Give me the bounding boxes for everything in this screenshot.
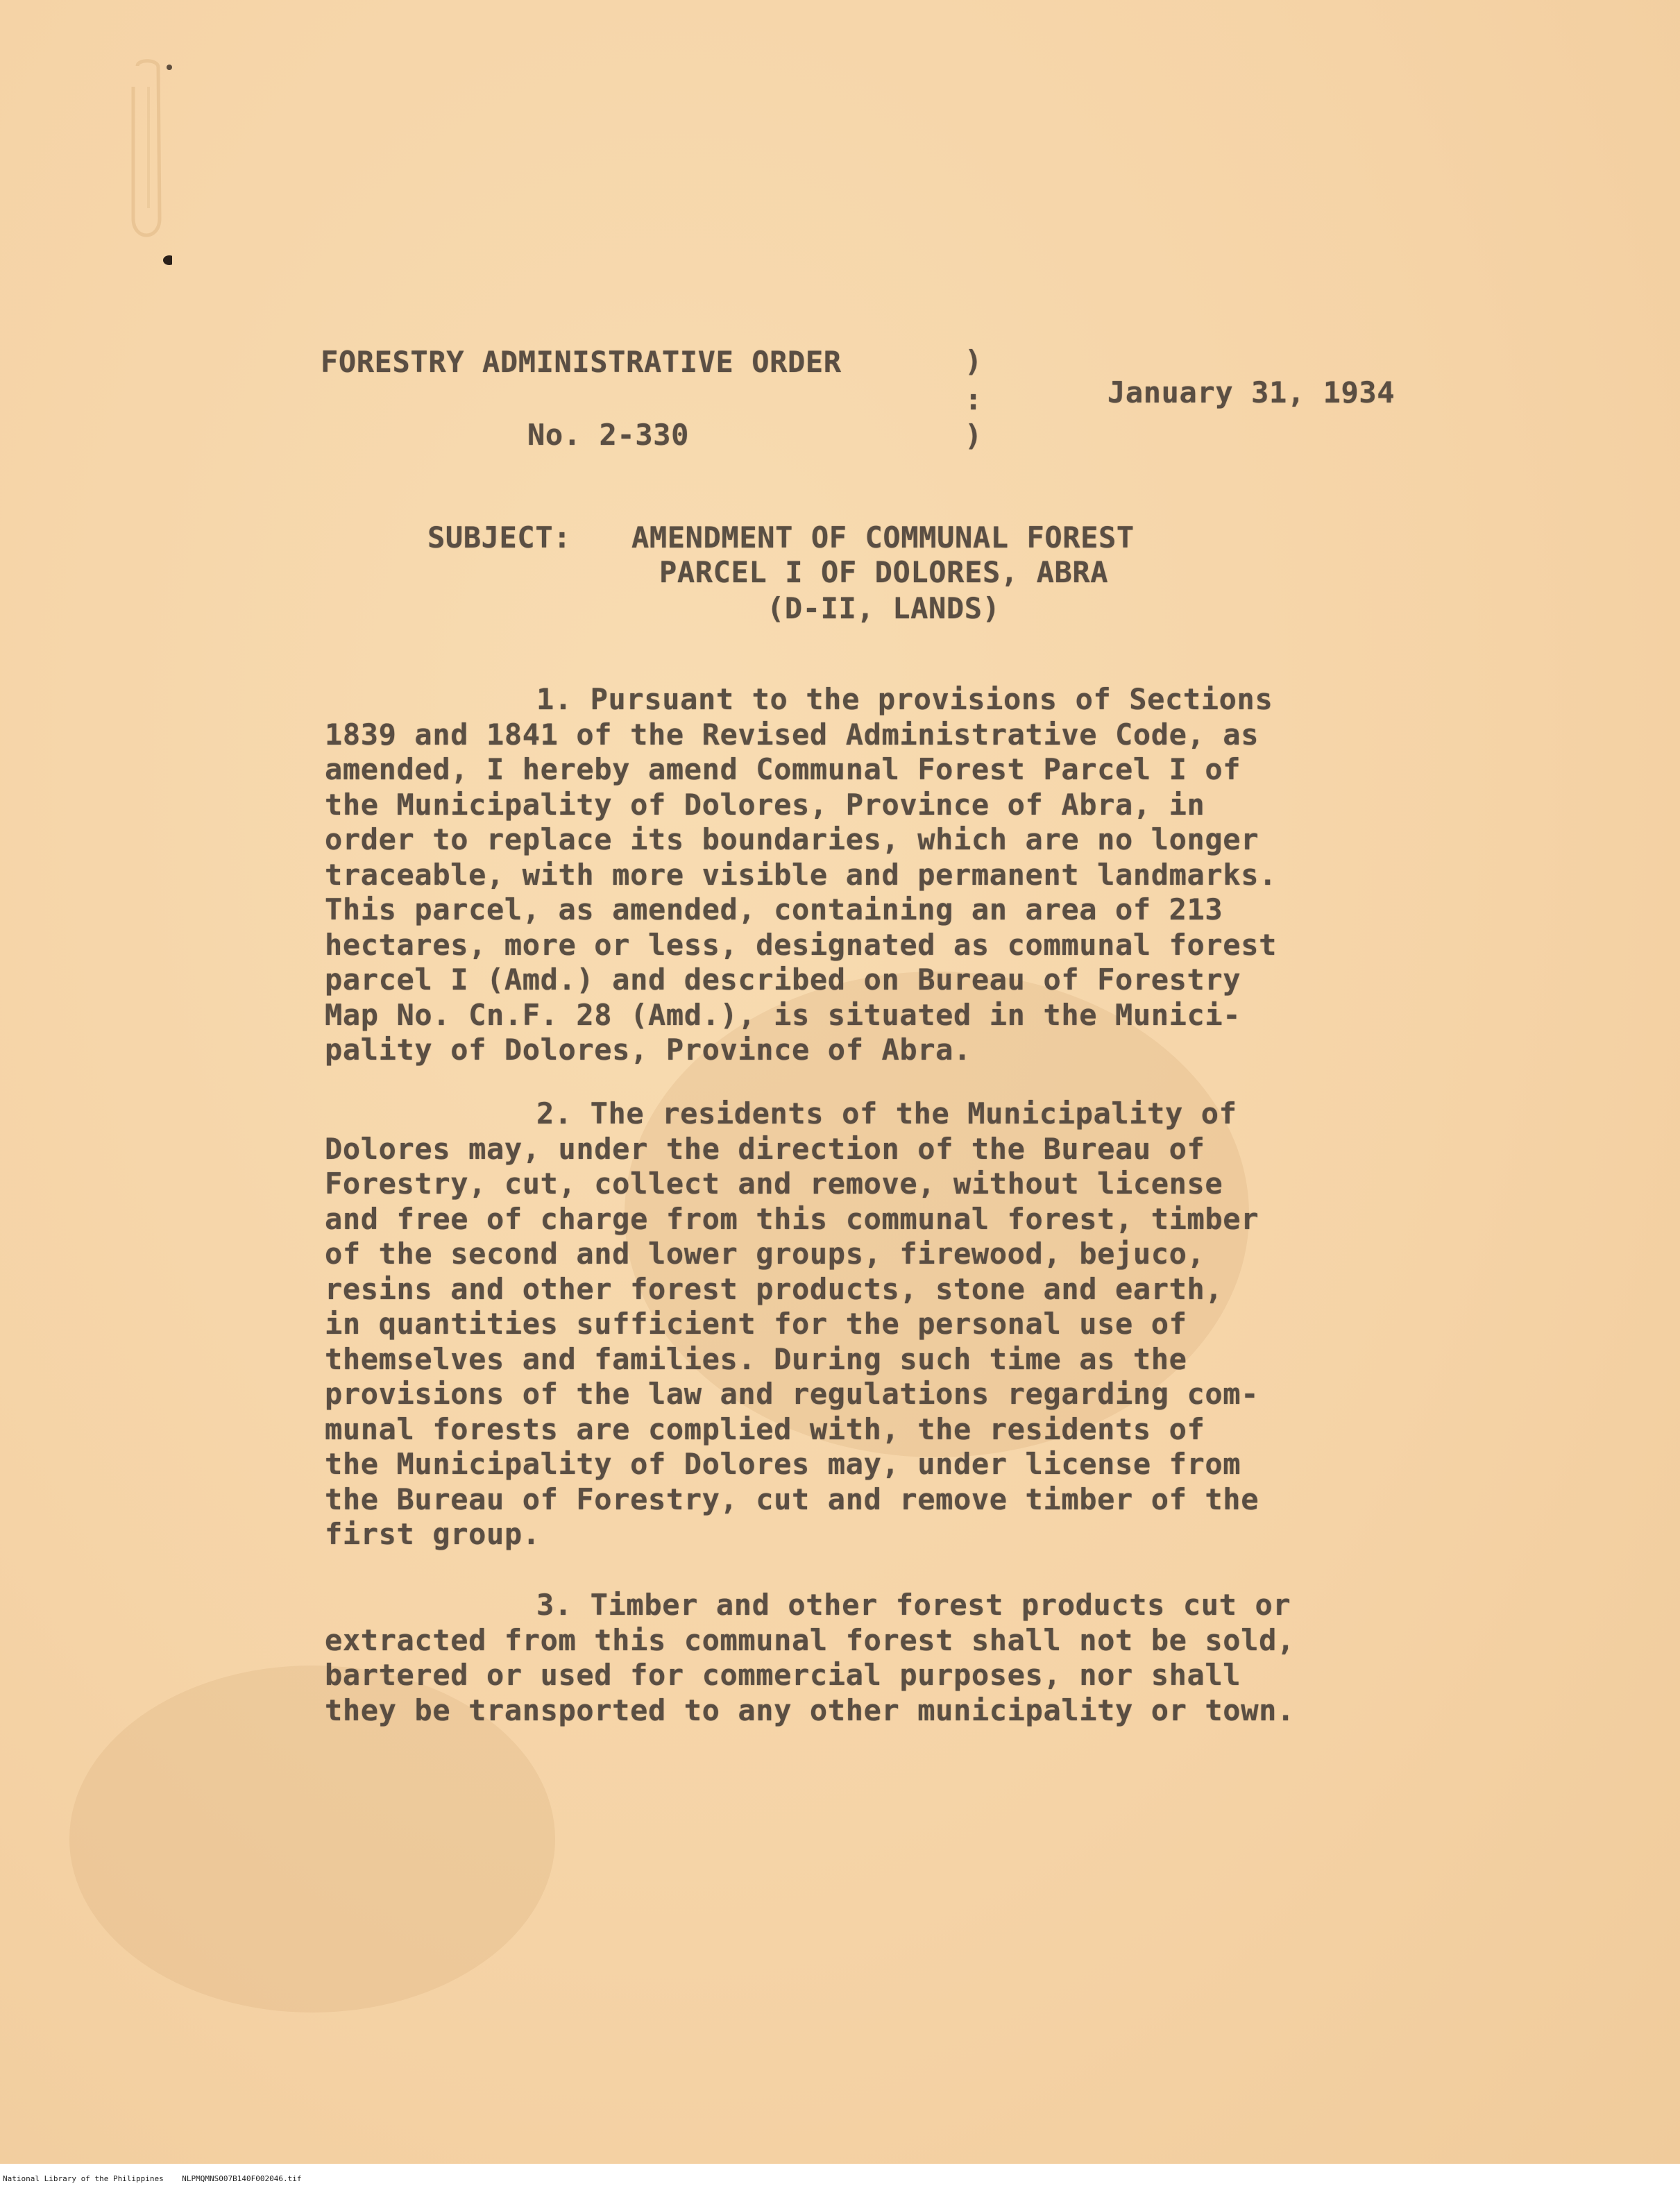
paragraph-line: This parcel, as amended, containing an area of 213: [325, 892, 1223, 926]
paragraph-line: munal forests are complied with, the residents of: [325, 1412, 1205, 1446]
paragraph-line: first group.: [325, 1517, 541, 1551]
order-date: January 31, 1934: [1108, 375, 1395, 409]
subject-label: SUBJECT:: [427, 520, 572, 554]
paragraph-line: 2. The residents of the Municipality of: [536, 1096, 1237, 1130]
paragraph-line: the Bureau of Forestry, cut and remove timber of the: [325, 1482, 1259, 1516]
subject-line-1: AMENDMENT OF COMMUNAL FOREST: [631, 520, 1135, 554]
paragraph-line: bartered or used for commercial purposes, nor shall: [325, 1658, 1241, 1692]
subject-line-3: (D-II, LANDS): [767, 591, 1001, 625]
scan-footer: [3, 2174, 301, 2183]
paragraph-line: in quantities sufficient for the personal use of: [325, 1307, 1187, 1341]
subject-line-2: PARCEL I OF DOLORES, ABRA: [659, 555, 1109, 589]
paragraph-line: of the second and lower groups, firewood, bejuco,: [325, 1237, 1205, 1271]
paragraph-line: hectares, more or less, designated as communal forest: [325, 927, 1277, 962]
order-title: FORESTRY ADMINISTRATIVE ORDER: [321, 345, 842, 379]
paragraph-2: [325, 1096, 1449, 1552]
paragraph-line: provisions of the law and regulations regarding com-: [325, 1377, 1259, 1411]
paragraph-line: Dolores may, under the direction of the Bureau of: [325, 1131, 1205, 1166]
paragraph-line: extracted from this communal forest shall not be sold,: [325, 1622, 1295, 1657]
paragraph-line: traceable, with more visible and permanent landmarks.: [325, 857, 1277, 892]
paragraph-line: the Municipality of Dolores may, under license from: [325, 1447, 1241, 1481]
paragraph-line: pality of Dolores, Province of Abra.: [325, 1033, 971, 1067]
paragraph-line: order to replace its boundaries, which are no longer: [325, 822, 1259, 856]
bracket-top: ): [965, 344, 983, 378]
paragraph-1: [325, 682, 1449, 1068]
paragraph-line: amended, I hereby amend Communal Forest Parcel I of: [325, 752, 1241, 786]
paragraph-line: and free of charge from this communal forest, timber: [325, 1201, 1259, 1236]
paragraph-line: 1. Pursuant to the provisions of Sections: [536, 682, 1273, 716]
paragraph-line: the Municipality of Dolores, Province of Abra, in: [325, 787, 1205, 822]
paragraph-line: Map No. Cn.F. 28 (Amd.), is situated in the Munici-: [325, 997, 1241, 1032]
paragraph-line: themselves and families. During such time as the: [325, 1341, 1187, 1376]
order-number: No. 2-330: [527, 418, 689, 452]
bracket-mid: :: [965, 382, 983, 416]
bracket-bottom: ): [965, 418, 983, 452]
paragraph-3: [325, 1588, 1449, 1728]
paper-clip-mark-icon: [124, 59, 172, 267]
paragraph-line: resins and other forest products, stone and earth,: [325, 1271, 1223, 1306]
paragraph-line: parcel I (Amd.) and described on Bureau of Forestry: [325, 963, 1241, 997]
footer-library: National Library of the Philippines: [3, 2174, 164, 2183]
paragraph-line: they be transported to any other municipality or town.: [325, 1693, 1295, 1727]
paragraph-line: Forestry, cut, collect and remove, without license: [325, 1167, 1223, 1201]
paragraph-line: 1839 and 1841 of the Revised Administrative Code, as: [325, 717, 1259, 752]
paragraph-line: 3. Timber and other forest products cut or: [536, 1588, 1291, 1622]
footer-filename: NLPMQMNS007B140F002046.tif: [182, 2174, 302, 2183]
